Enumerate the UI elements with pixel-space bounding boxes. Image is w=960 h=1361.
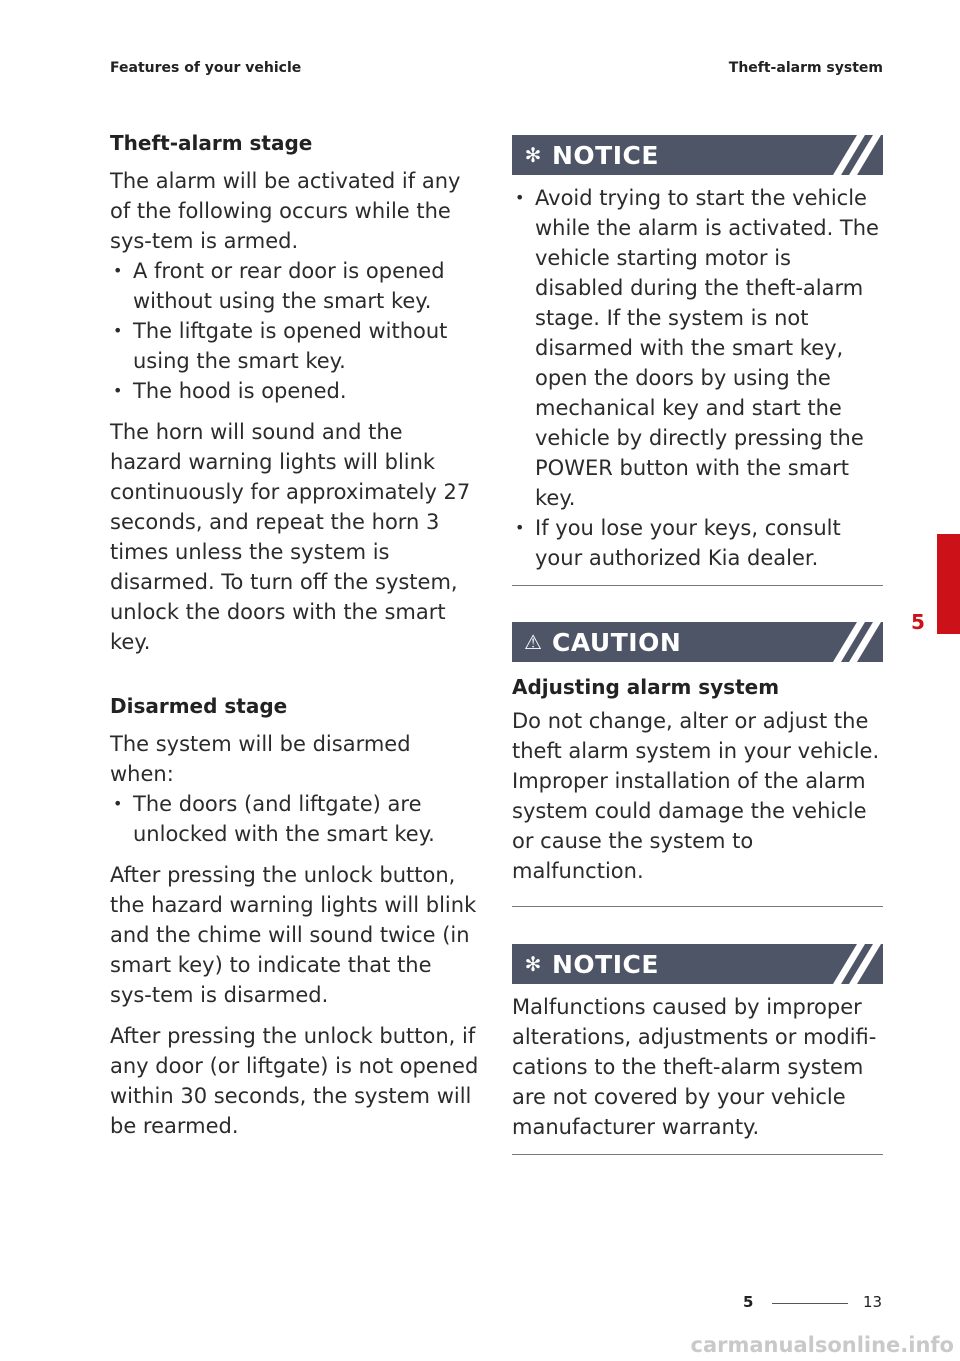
footer-divider <box>772 1303 848 1304</box>
list-item: • A front or rear door is opened without using the smart key. <box>110 256 480 316</box>
bullet-list <box>110 256 480 406</box>
divider <box>512 1154 883 1155</box>
left-column <box>110 130 480 1141</box>
paragraph: The horn will sound and the hazard warning lights will blink continuously for approximately 27 seconds, and repeat the horn 3 times unless the system is disarmed. To turn off the system, unlock the doors with the smart key. <box>110 420 471 654</box>
chapter-tab <box>937 534 960 634</box>
caution-text: Do not change, alter or adjust the theft alarm system in your vehicle. Improper installation of the alarm system could damage the vehicle or cause the system to malfunction. <box>512 709 880 883</box>
running-header-left: Features of your vehicle <box>110 60 302 76</box>
paragraph: After pressing the unlock button, the hazard warning lights will blink and the chime will sound twice (in smart key) to indicate that the sys-tem is disarmed. <box>110 863 477 1007</box>
page-number: 13 <box>863 1293 883 1311</box>
notice-title: NOTICE <box>552 949 659 979</box>
asterisk-icon: ✻ <box>524 952 542 976</box>
notice-banner <box>512 944 883 984</box>
footer-section-number: 5 <box>743 1293 754 1311</box>
notice-bullet-list <box>512 183 883 573</box>
list-item: • The hood is opened. <box>110 376 480 406</box>
stripes-decoration-icon <box>823 944 883 984</box>
warning-triangle-icon: ⚠ <box>524 630 542 654</box>
caution-subtitle: Adjusting alarm system <box>512 675 780 699</box>
stripes-decoration-icon <box>823 135 883 175</box>
divider <box>512 906 883 907</box>
list-item: • Avoid trying to start the vehicle while the alarm is activated. The vehicle starting motor is disabled during the theft-alarm stage. If the system is not disarmed with the smart key, open the doors by using the mechanical key and start the vehicle by directly pressing the POWER button with the smart key. <box>512 183 883 513</box>
list-item: • The liftgate is opened without using the smart key. <box>110 316 480 376</box>
list-item: • If you lose your keys, consult your authorized Kia dealer. <box>512 513 883 573</box>
asterisk-icon: ✻ <box>524 143 542 167</box>
section-title-disarmed-stage: Disarmed stage <box>110 694 288 718</box>
notice-title: NOTICE <box>552 140 659 170</box>
list-item: • The doors (and liftgate) are unlocked with the smart key. <box>110 789 480 849</box>
bullet-list <box>110 789 480 849</box>
paragraph: After pressing the unlock button, if any door (or liftgate) is not opened within 30 seconds, the system will be rearmed. <box>110 1024 479 1138</box>
watermark: carmanualsonline.info <box>690 1333 954 1357</box>
running-header-right: Theft-alarm system <box>728 60 883 76</box>
paragraph: The alarm will be activated if any of the following occurs while the sys-tem is armed. <box>110 169 461 253</box>
divider <box>512 585 883 586</box>
section-title-theft-alarm-stage: Theft-alarm stage <box>110 131 313 155</box>
caution-banner <box>512 622 883 662</box>
notice-banner <box>512 135 883 175</box>
chapter-tab-number: 5 <box>911 610 925 634</box>
stripes-decoration-icon <box>823 622 883 662</box>
paragraph: The system will be disarmed when: <box>110 732 411 786</box>
right-column <box>512 135 883 1155</box>
caution-title: CAUTION <box>552 627 682 657</box>
notice-text: Malfunctions caused by improper alterations, adjustments or modifi-cations to the theft-alarm system are not covered by your vehicle manufacturer warranty. <box>512 995 877 1139</box>
